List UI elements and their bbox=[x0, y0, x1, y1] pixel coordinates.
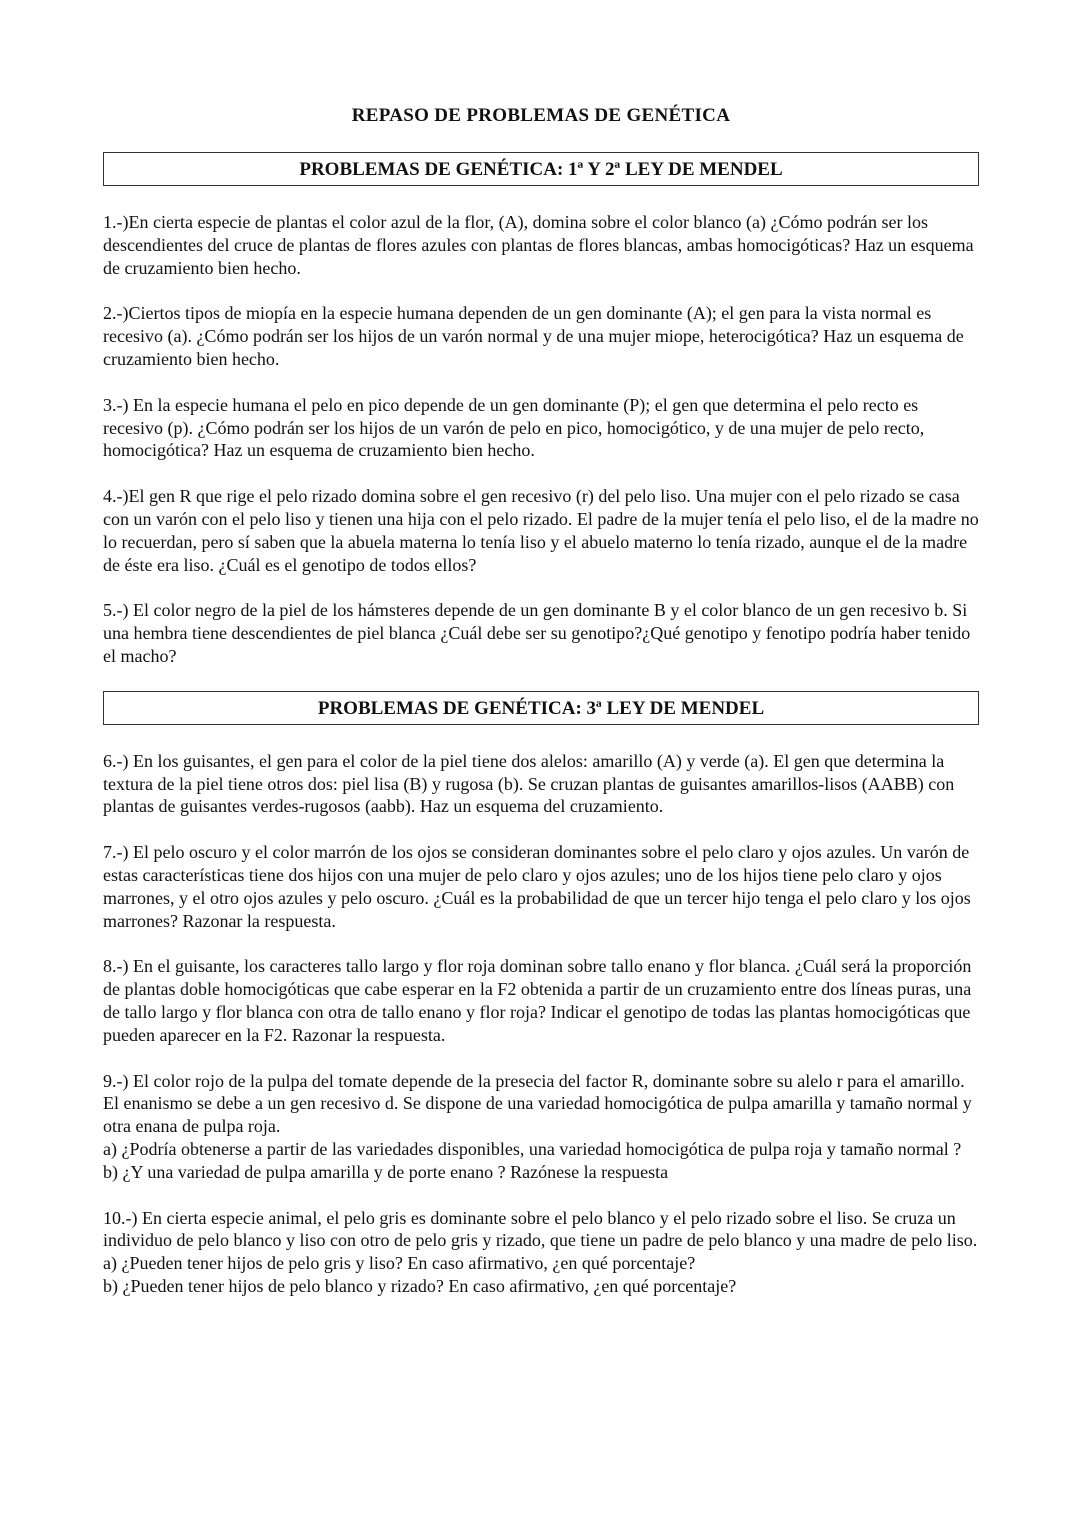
problem-4 bbox=[103, 485, 979, 576]
problem-text: 10.-) En cierta especie animal, el pelo gris es dominante sobre el pelo blanco y el pelo rizado sobre el liso. Se cruza un individuo de pelo blanco y liso con otro de pelo gris y rizado, que tiene un padre de pelo blanco y una madre de pelo liso. bbox=[103, 1207, 978, 1251]
problem-2 bbox=[103, 302, 979, 370]
problem-part-b: b) ¿Pueden tener hijos de pelo blanco y rizado? En caso afirmativo, ¿en qué porcentaje? bbox=[103, 1275, 737, 1296]
problem-5 bbox=[103, 599, 979, 667]
problem-text: 9.-) El color rojo de la pulpa del tomate depende de la presecia del factor R, dominante sobre su alelo r para el amarillo. El enanismo se debe a un gen recesivo d. Se dispone de una variedad homocigótica de pulpa amarilla y tamaño normal y otra enana de pulpa roja. bbox=[103, 1070, 972, 1137]
problem-part-a: a) ¿Pueden tener hijos de pelo gris y liso? En caso afirmativo, ¿en qué porcentaje? bbox=[103, 1253, 696, 1274]
section-heading-mendel-3: PROBLEMAS DE GENÉTICA: 3ª LEY DE MENDEL bbox=[103, 691, 979, 725]
problem-text: 7.-) El pelo oscuro y el color marrón de los ojos se consideran dominantes sobre el pelo claro y ojos azules. Un varón de estas características tiene dos hijos con una mujer de pelo claro y ojos azules; uno de los hijos tiene pelo claro y ojos marrones, y el otro ojos azules y pelo oscuro. ¿Cuál es la probabilidad de que un tercer hijo tenga el pelo claro y los ojos marrones? Razonar la respuesta. bbox=[103, 842, 971, 931]
problem-text: 1.-)En cierta especie de plantas el color azul de la flor, (A), domina sobre el color blanco (a) ¿Cómo podrán ser los descendientes del cruce de plantas de flores azules con plantas de flores blancas, ambas homocigóticas? Haz un esquema de cruzamiento bien hecho. bbox=[103, 212, 974, 278]
document-title: REPASO DE PROBLEMAS DE GENÉTICA bbox=[351, 105, 731, 126]
problem-6 bbox=[103, 750, 979, 818]
problem-1 bbox=[103, 211, 979, 279]
problem-3 bbox=[103, 394, 979, 462]
problem-part-b: b) ¿Y una variedad de pulpa amarilla y de porte enano ? Razónese la respuesta bbox=[103, 1161, 669, 1182]
problem-text: 2.-)Ciertos tipos de miopía en la especie humana dependen de un gen dominante (A); el gen para la vista normal es recesivo (a). ¿Cómo podrán ser los hijos de un varón normal y de una mujer miope, heterocigótica? Haz un esquema de cruzamiento bien hecho. bbox=[103, 303, 964, 369]
problem-text: 5.-) El color negro de la piel de los hámsteres depende de un gen dominante B y el color blanco de un gen recesivo b. Si una hembra tiene descendientes de piel blanca ¿Cuál debe ser su genotipo?¿Qué genotipo y fenotipo podría haber tenido el macho? bbox=[103, 600, 971, 666]
problem-10 bbox=[103, 1207, 979, 1298]
section-heading-mendel-1-2: PROBLEMAS DE GENÉTICA: 1ª Y 2ª LEY DE MENDEL bbox=[103, 152, 979, 186]
problem-text: 6.-) En los guisantes, el gen para el color de la piel tiene dos alelos: amarillo (A) y verde (a). El gen que determina la textura de la piel tiene otros dos: piel lisa (B) y rugosa (b). Se cruzan plantas de guisantes amarillos-lisos (AABB) con plantas de guisantes verdes-rugosos (aabb). Haz un esquema del cruzamiento. bbox=[103, 750, 955, 817]
problem-text: 8.-) En el guisante, los caracteres tallo largo y flor roja dominan sobre tallo enano y flor blanca. ¿Cuál será la proporción de plantas doble homocigóticas que cabe esperar en la F2 obtenida a partir de un cruzamiento entre dos líneas puras, una de tallo largo y flor blanca con otra de tallo enano y flor roja? Indicar el genotipo de todas las plantas homocigóticas que pueden aparecer en la F2. Razonar la respuesta. bbox=[103, 956, 972, 1045]
problem-text: 3.-) En la especie humana el pelo en pico depende de un gen dominante (P); el gen que determina el pelo recto es recesivo (p). ¿Cómo podrán ser los hijos de un varón de pelo en pico, homocigótico, y de una mujer de pelo recto, homocigótica? Haz un esquema de cruzamiento bien hecho. bbox=[103, 394, 925, 461]
problem-7 bbox=[103, 841, 979, 932]
problem-part-a: a) ¿Podría obtenerse a partir de las variedades disponibles, una variedad homocigótica de pulpa roja y tamaño normal ? bbox=[103, 1138, 962, 1159]
problem-text: 4.-)El gen R que rige el pelo rizado domina sobre el gen recesivo (r) del pelo liso. Una mujer con el pelo rizado se casa con un varón con el pelo liso y tienen una hija con el pelo rizado. El padre de la mujer tenía el pelo liso, el de la madre no lo recuerdan, pero sí saben que la abuela materna lo tenía liso y el abuelo materno lo tenía rizado, aunque el de la madre de éste era liso. ¿Cuál es el genotipo de todos ellos? bbox=[103, 486, 979, 575]
problem-8 bbox=[103, 955, 979, 1046]
document-page bbox=[103, 104, 979, 1321]
problem-9 bbox=[103, 1070, 979, 1184]
